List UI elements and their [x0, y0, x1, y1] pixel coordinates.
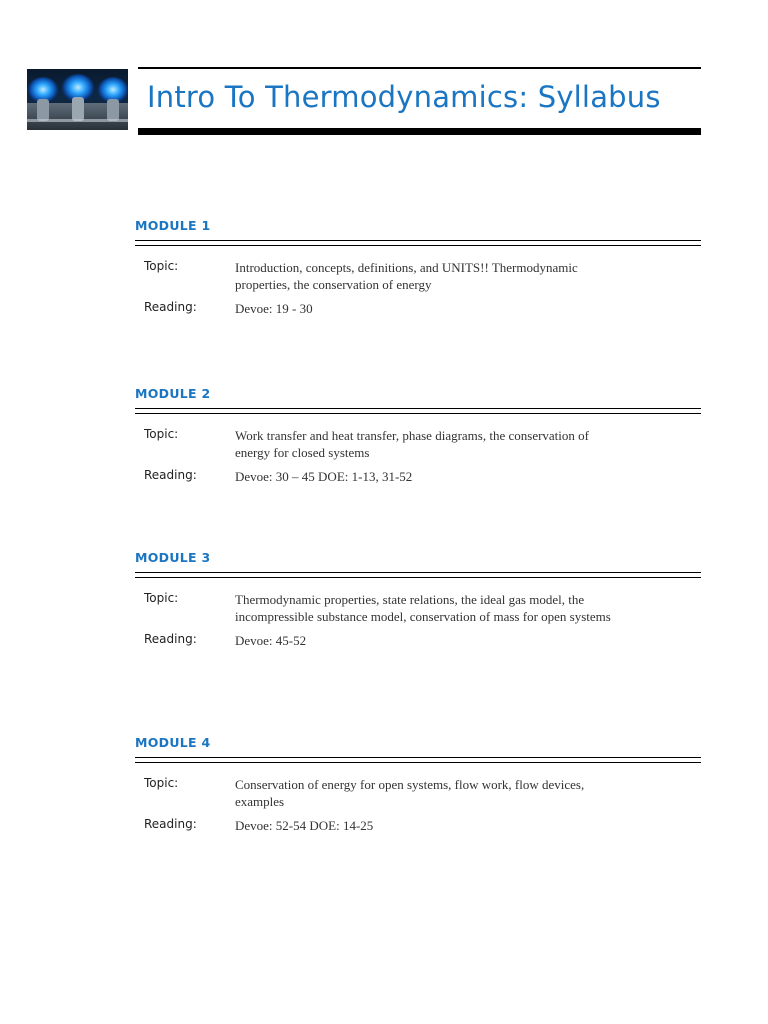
reading-label: Reading: — [144, 468, 197, 482]
topic-label: Topic: — [144, 259, 179, 273]
page-title: Intro To Thermodynamics: Syllabus — [147, 80, 661, 114]
reading-label: Reading: — [144, 300, 197, 314]
module-divider — [135, 240, 701, 246]
title-rule-bottom — [138, 128, 701, 135]
module-4-section — [135, 735, 701, 834]
module-3-section — [135, 550, 701, 649]
topic-text: Introduction, concepts, definitions, and UNITS!! Thermodynamic properties, the conservation of energy — [235, 260, 578, 292]
topic-text: Thermodynamic properties, state relations, the ideal gas model, the incompressible substance model, conservation of mass for open systems — [235, 592, 611, 624]
topic-row — [144, 776, 701, 810]
reading-label: Reading: — [144, 817, 197, 831]
reading-text: Devoe: 30 – 45 DOE: 1-13, 31-52 — [235, 469, 413, 484]
reading-text: Devoe: 52-54 DOE: 14-25 — [235, 818, 374, 833]
module-heading: MODULE 1 — [135, 218, 211, 233]
topic-row — [144, 427, 701, 461]
reading-row — [144, 468, 701, 485]
module-heading: MODULE 2 — [135, 386, 211, 401]
reading-label: Reading: — [144, 632, 197, 646]
topic-row — [144, 259, 701, 293]
module-divider — [135, 572, 701, 578]
module-1-section — [135, 218, 701, 317]
topic-label: Topic: — [144, 776, 179, 790]
module-divider — [135, 757, 701, 763]
topic-text: Work transfer and heat transfer, phase diagrams, the conservation of energy for closed systems — [235, 428, 589, 460]
module-heading: MODULE 3 — [135, 550, 211, 565]
module-heading: MODULE 4 — [135, 735, 211, 750]
header-image — [27, 69, 128, 130]
module-2-section — [135, 386, 701, 485]
topic-label: Topic: — [144, 427, 179, 441]
topic-text: Conservation of energy for open systems, flow work, flow devices, examples — [235, 777, 585, 809]
reading-row — [144, 632, 701, 649]
reading-text: Devoe: 45-52 — [235, 633, 307, 648]
topic-row — [144, 591, 701, 625]
title-rule-top — [138, 67, 701, 69]
reading-row — [144, 817, 701, 834]
module-divider — [135, 408, 701, 414]
reading-text: Devoe: 19 - 30 — [235, 301, 313, 316]
topic-label: Topic: — [144, 591, 179, 605]
reading-row — [144, 300, 701, 317]
